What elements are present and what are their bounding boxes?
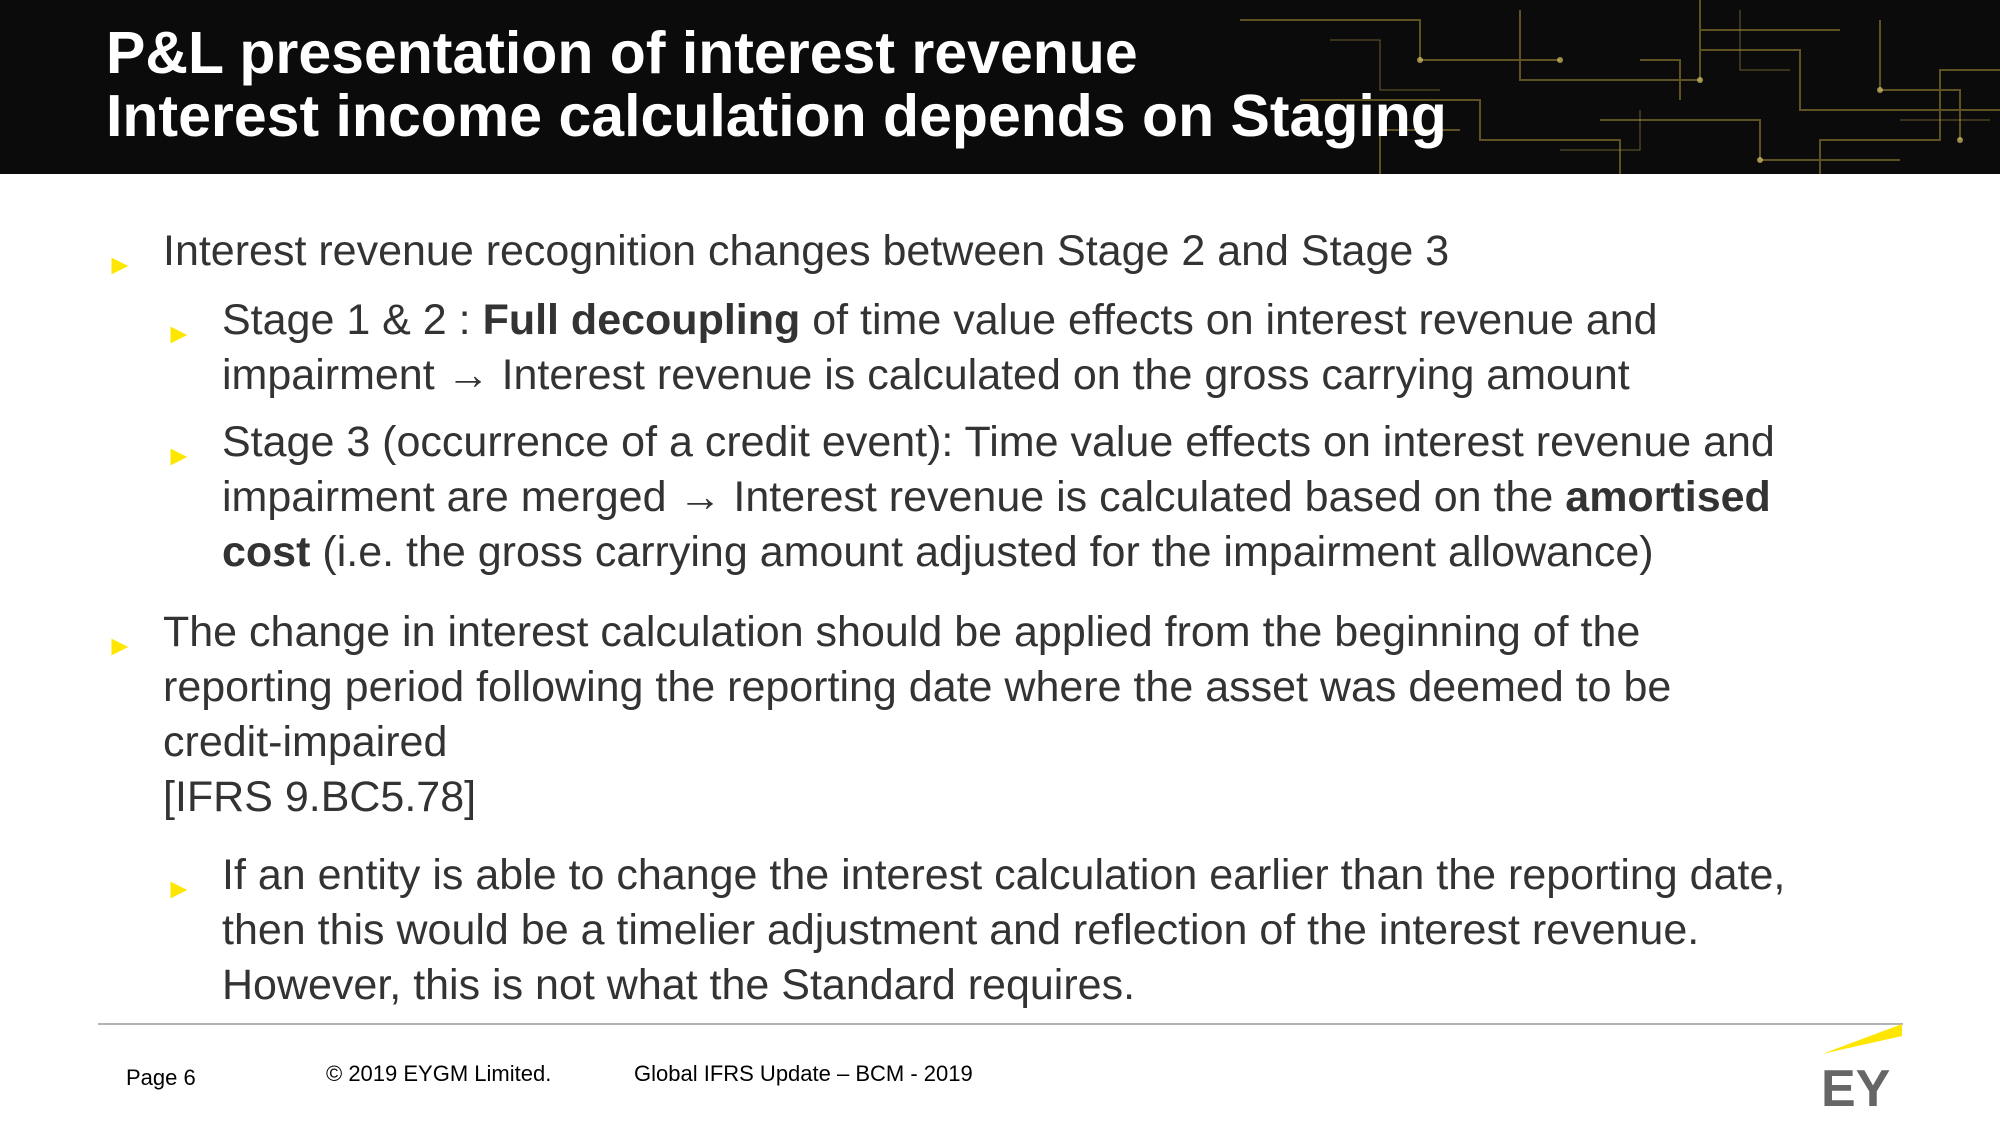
- bullet-arrow-icon: ►: [106, 630, 134, 661]
- bullet-line: reporting period following the reporting date where the asset was deemed to be: [163, 663, 1672, 711]
- bullet-level2-stage-1-2: [165, 293, 1945, 403]
- bullet-line: However, this is not what the Standard requires.: [222, 961, 1136, 1009]
- event-name: Global IFRS Update – BCM - 2019: [634, 1061, 973, 1086]
- bullet-text-prefix: impairment are merged → Interest revenue is calculated based on the: [222, 473, 1566, 521]
- title-line-1: P&L presentation of interest revenue: [106, 20, 1138, 86]
- bullet-line: [222, 470, 1965, 525]
- bullet-line: If an entity is able to change the interest calculation earlier than the reporting date,: [222, 851, 1786, 899]
- bullet-level2-stage-3: [165, 415, 1965, 580]
- bullet-line: impairment → Interest revenue is calculated on the gross carrying amount: [222, 351, 1630, 399]
- footer-divider: [98, 1023, 1903, 1025]
- bullet-text: [165, 848, 1965, 1013]
- bullet-text-suffix: (i.e. the gross carrying amount adjusted for the impairment allowance): [310, 528, 1654, 576]
- bullet-text-prefix: Stage 1 & 2 :: [222, 296, 483, 344]
- bullet-text: [106, 605, 1906, 825]
- bullet-line: then this would be a timelier adjustment and reflection of the interest revenue.: [222, 906, 1700, 954]
- bullet-text: [106, 224, 1906, 279]
- copyright-notice: © 2019 EYGM Limited.: [326, 1061, 552, 1086]
- bullet-line: The change in interest calculation should be applied from the beginning of the: [163, 608, 1641, 656]
- bullet-text-suffix: of time value effects on interest revenue and: [800, 296, 1658, 344]
- ey-logo-text: EY: [1821, 1060, 1891, 1112]
- bullet-line: Interest revenue recognition changes between Stage 2 and Stage 3: [163, 227, 1450, 275]
- bullet-level2-timelier-adjustment: [165, 848, 1965, 1013]
- bullet-arrow-icon: ►: [106, 249, 134, 280]
- bullet-text-bold: Full decoupling: [482, 296, 801, 344]
- ey-logo-icon: [1818, 1022, 1908, 1112]
- bullet-line: Stage 3 (occurrence of a credit event): Time value effects on interest revenue and: [222, 418, 1775, 466]
- bullet-line: [222, 525, 1965, 580]
- bullet-line: [222, 293, 1945, 348]
- title-line-2: Interest income calculation depends on Staging: [106, 83, 1447, 149]
- bullet-text: [165, 415, 1965, 580]
- bullet-line: credit-impaired: [163, 718, 448, 766]
- bullet-arrow-icon: ►: [165, 440, 193, 471]
- bullet-arrow-icon: ►: [165, 873, 193, 904]
- reference-citation: [IFRS 9.BC5.78]: [163, 773, 477, 821]
- title-banner: [0, 0, 2000, 174]
- page-number: Page 6: [126, 1065, 196, 1090]
- bullet-level1-interest-recognition: [106, 224, 1906, 279]
- bullet-arrow-icon: ►: [165, 318, 193, 349]
- bullet-text-bold: cost: [222, 528, 311, 576]
- bullet-level1-change-in-calculation: [106, 605, 1906, 825]
- bullet-text: [165, 293, 1945, 403]
- bullet-text-bold: amortised: [1565, 473, 1771, 521]
- slide-title: [106, 22, 1447, 148]
